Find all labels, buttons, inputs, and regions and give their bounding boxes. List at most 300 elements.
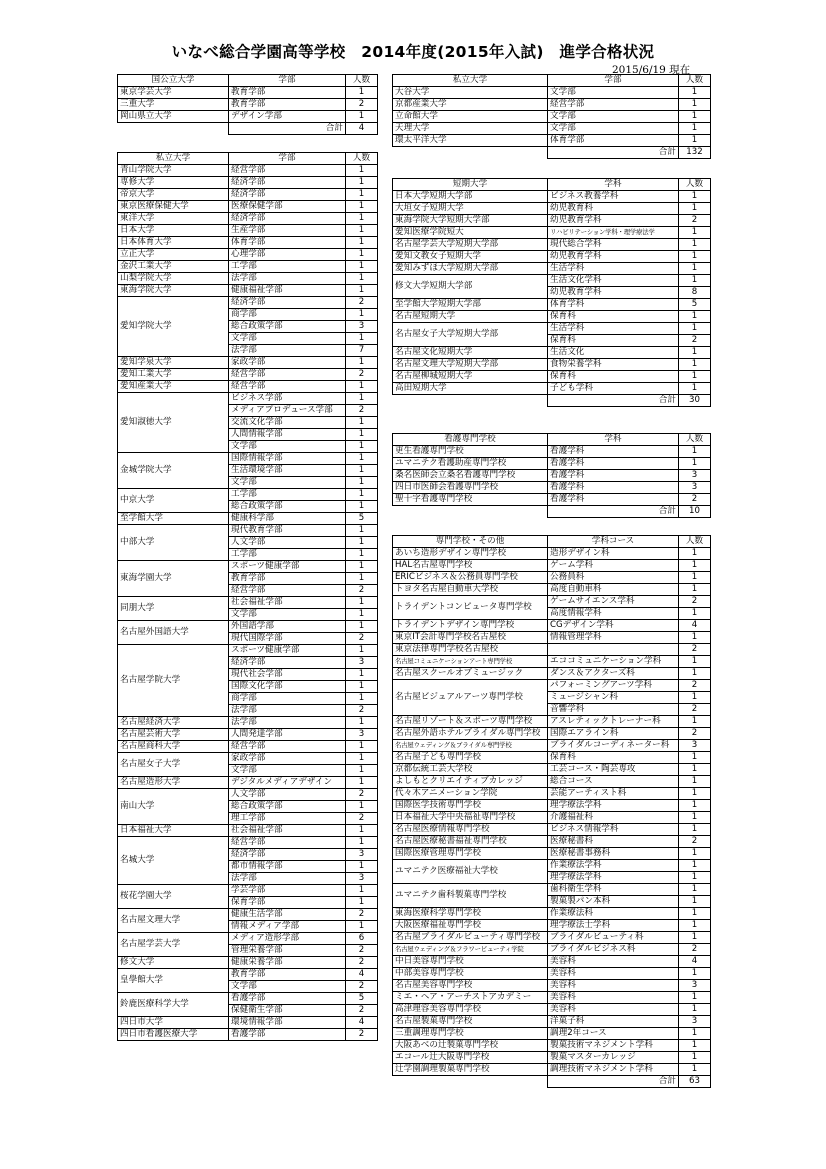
count-cell: 5 xyxy=(679,299,711,311)
department-name: 国際情報学部 xyxy=(229,453,346,465)
count-cell: 1 xyxy=(679,752,711,764)
table-row xyxy=(393,347,711,359)
school-name: 名古屋商科大学 xyxy=(118,741,229,753)
count-cell: 1 xyxy=(346,261,378,273)
department-name: ゲーム学科 xyxy=(548,560,679,572)
count-cell: 1 xyxy=(679,347,711,359)
department-name: 理学療法学科 xyxy=(548,872,679,884)
department-name: 法学部 xyxy=(229,273,346,285)
table-row xyxy=(118,489,378,501)
school-name: ユマニテク歯科製菓専門学校 xyxy=(393,884,548,908)
table-row xyxy=(118,99,378,111)
table-row xyxy=(393,251,711,263)
department-name: 生産学部 xyxy=(229,225,346,237)
department-name: 教育学部 xyxy=(229,573,346,585)
school-name: 愛知みずほ大学短期大学部 xyxy=(393,263,548,275)
count-cell: 3 xyxy=(679,482,711,494)
private-univ-table xyxy=(117,152,378,1041)
school-name: 国際医学技術専門学校 xyxy=(393,800,548,812)
table-row xyxy=(118,213,378,225)
table-row xyxy=(118,741,378,753)
department-name: 工芸コース・陶芸専攻 xyxy=(548,764,679,776)
department-name: 看護学部 xyxy=(229,993,346,1005)
count-cell: 1 xyxy=(346,885,378,897)
count-cell: 1 xyxy=(679,1028,711,1040)
table-row xyxy=(118,825,378,837)
table-row xyxy=(393,644,711,656)
department-name: 経済学部 xyxy=(229,849,346,861)
count-cell: 1 xyxy=(346,237,378,249)
department-name: 商学部 xyxy=(229,309,346,321)
school-name: 至学館大学 xyxy=(118,513,229,525)
count-cell: 1 xyxy=(346,693,378,705)
count-cell: 1 xyxy=(346,525,378,537)
count-cell: 1 xyxy=(679,848,711,860)
school-name: 中部美容専門学校 xyxy=(393,968,548,980)
school-name: 名古屋学芸大学短期大学部 xyxy=(393,239,548,251)
department-name: 健康科学部 xyxy=(229,513,346,525)
department-name: メディア造形学部 xyxy=(229,933,346,945)
school-name: 東海学院大学 xyxy=(118,285,229,297)
header-row xyxy=(393,434,711,446)
school-name: 京都産業大学 xyxy=(393,99,548,111)
count-cell: 1 xyxy=(679,560,711,572)
table-row xyxy=(118,1017,378,1029)
department-name: 介護福祉科 xyxy=(548,812,679,824)
table-row xyxy=(393,482,711,494)
department-name: 製菓技術マネジメント学科 xyxy=(548,1040,679,1052)
count-cell: 4 xyxy=(679,620,711,632)
table-row xyxy=(118,381,378,393)
total-value: 30 xyxy=(679,395,711,407)
count-cell: 1 xyxy=(679,884,711,896)
table-row xyxy=(393,383,711,395)
school-name: 愛知学泉大学 xyxy=(118,357,229,369)
school-name: 三重調理専門学校 xyxy=(393,1028,548,1040)
table-row xyxy=(393,812,711,824)
count-cell: 1 xyxy=(679,359,711,371)
table-row xyxy=(393,239,711,251)
count-cell: 2 xyxy=(679,335,711,347)
column-header: 学部 xyxy=(229,75,346,87)
count-cell: 1 xyxy=(346,717,378,729)
total-label: 合計 xyxy=(548,506,679,518)
count-cell: 1 xyxy=(679,1064,711,1076)
school-name: 日本福祉大学中央福祉専門学校 xyxy=(393,812,548,824)
department-name: 国際文化学部 xyxy=(229,681,346,693)
department-name: 文学部 xyxy=(548,123,679,135)
department-name: 教育学部 xyxy=(229,99,346,111)
school-name: あいち造形デザイン専門学校 xyxy=(393,548,548,560)
count-cell: 1 xyxy=(679,323,711,335)
school-name: 東京学芸大学 xyxy=(118,87,229,99)
department-name: 生活学科 xyxy=(548,263,679,275)
count-cell: 1 xyxy=(679,123,711,135)
department-name: 管理栄養学部 xyxy=(229,945,346,957)
column-header: 人数 xyxy=(679,179,711,191)
column-header: 学科コース xyxy=(548,536,679,548)
table-row xyxy=(118,297,378,309)
department-name: 洋菓子科 xyxy=(548,1016,679,1028)
department-name: 経営学部 xyxy=(548,99,679,111)
department-name: 看護学科 xyxy=(548,482,679,494)
department-name: 都市情報学部 xyxy=(229,861,346,873)
table-row xyxy=(393,275,711,287)
department-name: ビジネス学部 xyxy=(229,393,346,405)
count-cell: 1 xyxy=(346,801,378,813)
table-row xyxy=(393,956,711,968)
department-name: 経済学部 xyxy=(229,657,346,669)
count-cell: 1 xyxy=(679,800,711,812)
count-cell: 1 xyxy=(346,837,378,849)
department-name: ミュージシャン科 xyxy=(548,692,679,704)
school-name: 名古屋学院大学 xyxy=(118,645,229,717)
column-header: 短期大学 xyxy=(393,179,548,191)
school-name: 桜花学園大学 xyxy=(118,885,229,909)
count-cell: 2 xyxy=(679,944,711,956)
department-name: 総合コース xyxy=(548,776,679,788)
count-cell: 1 xyxy=(679,908,711,920)
department-name: 高度情報学科 xyxy=(548,608,679,620)
count-cell: 1 xyxy=(679,932,711,944)
department-name: スポーツ健康学部 xyxy=(229,561,346,573)
department-name: 文学部 xyxy=(229,609,346,621)
school-name: 天理大学 xyxy=(393,123,548,135)
count-cell: 1 xyxy=(679,111,711,123)
table-row xyxy=(118,645,378,657)
table-row xyxy=(393,728,711,740)
table-row xyxy=(393,111,711,123)
header-row xyxy=(118,153,378,165)
table-row xyxy=(393,788,711,800)
count-cell: 1 xyxy=(346,741,378,753)
department-name: 看護学科 xyxy=(548,458,679,470)
department-name: 保育科 xyxy=(548,335,679,347)
department-name: 健康栄養学部 xyxy=(229,957,346,969)
department-name: 経営学部 xyxy=(229,369,346,381)
total-value: 63 xyxy=(679,1076,711,1088)
count-cell: 1 xyxy=(346,645,378,657)
table-row xyxy=(118,177,378,189)
school-name: 名古屋文化短期大学 xyxy=(393,347,548,359)
school-name: 高田短期大学 xyxy=(393,383,548,395)
count-cell: 1 xyxy=(346,111,378,123)
school-name: 東海医療科学専門学校 xyxy=(393,908,548,920)
department-name: 美容科 xyxy=(548,1004,679,1016)
table-row xyxy=(393,215,711,227)
school-name: 南山大学 xyxy=(118,789,229,825)
department-name: 経営学部 xyxy=(229,837,346,849)
department-name: 美容科 xyxy=(548,980,679,992)
count-cell: 5 xyxy=(346,993,378,1005)
count-cell: 4 xyxy=(679,956,711,968)
count-cell: 1 xyxy=(346,765,378,777)
table-row xyxy=(118,933,378,945)
school-name: 名古屋柳城短期大学 xyxy=(393,371,548,383)
department-name: 生活文化学科 xyxy=(548,275,679,287)
department-name: 医療秘書事務科 xyxy=(548,848,679,860)
department-name: 社会福祉学部 xyxy=(229,825,346,837)
department-name: CGデザイン学科 xyxy=(548,620,679,632)
count-cell: 1 xyxy=(679,371,711,383)
school-name: 名古屋ウェディング＆フラワービューティ学院 xyxy=(393,944,548,956)
count-cell: 1 xyxy=(346,573,378,585)
school-name: 国際医療管理専門学校 xyxy=(393,848,548,860)
count-cell: 1 xyxy=(679,608,711,620)
school-name: 立命館大学 xyxy=(393,111,548,123)
count-cell: 3 xyxy=(679,470,711,482)
school-name: 四日市大学 xyxy=(118,1017,229,1029)
school-name: 愛知産業大学 xyxy=(118,381,229,393)
school-name: 日本福祉大学 xyxy=(118,825,229,837)
count-cell: 1 xyxy=(346,189,378,201)
department-name: 外国語学部 xyxy=(229,621,346,633)
department-name: スポーツ健康学部 xyxy=(229,645,346,657)
department-name: メディアプロデュース学部 xyxy=(229,405,346,417)
table-row xyxy=(393,203,711,215)
school-name: 更生看護専門学校 xyxy=(393,446,548,458)
school-name: 東海学園大学 xyxy=(118,561,229,597)
count-cell: 1 xyxy=(679,263,711,275)
count-cell: 2 xyxy=(346,981,378,993)
school-name: 愛知学院大学 xyxy=(118,297,229,357)
department-name: 生活学科 xyxy=(548,323,679,335)
table-row xyxy=(118,717,378,729)
count-cell: 1 xyxy=(679,776,711,788)
table-row xyxy=(393,135,711,147)
table-row xyxy=(118,789,378,801)
count-cell: 1 xyxy=(346,453,378,465)
department-name: 作業療法科 xyxy=(548,908,679,920)
department-name: 総合政策学部 xyxy=(229,801,346,813)
school-name: 京都伝統工芸大学校 xyxy=(393,764,548,776)
total-blank xyxy=(393,395,548,407)
total-blank xyxy=(118,123,229,135)
count-cell: 1 xyxy=(346,357,378,369)
department-name: ビジネス情報学科 xyxy=(548,824,679,836)
table-row xyxy=(118,165,378,177)
school-name: 名古屋製菓専門学校 xyxy=(393,1016,548,1028)
school-name: 東京法律専門学校名古屋校 xyxy=(393,644,548,656)
department-name: 保育科 xyxy=(548,371,679,383)
department-name: ビジネス教養学科 xyxy=(548,191,679,203)
department-name: 看護学科 xyxy=(548,494,679,506)
school-name: 大阪あべの辻製菓専門学校 xyxy=(393,1040,548,1052)
school-name: 名古屋医療秘書福祉専門学校 xyxy=(393,836,548,848)
table-row xyxy=(393,932,711,944)
school-name: トヨタ名古屋自動車大学校 xyxy=(393,584,548,596)
department-name: 人文学部 xyxy=(229,537,346,549)
count-cell: 1 xyxy=(679,860,711,872)
school-name: ミエ・ヘア・アーチストアカデミー xyxy=(393,992,548,1004)
count-cell: 1 xyxy=(679,227,711,239)
school-name: 大谷大学 xyxy=(393,87,548,99)
table-row xyxy=(118,969,378,981)
count-cell: 1 xyxy=(346,417,378,429)
count-cell: 1 xyxy=(346,597,378,609)
department-name: リハビリテーション学科・理学療法学 xyxy=(548,227,679,239)
table-row xyxy=(393,800,711,812)
school-name: 中京大学 xyxy=(118,489,229,513)
table-row xyxy=(118,369,378,381)
total-row xyxy=(393,1076,711,1088)
department-name: 幼児教育学科 xyxy=(548,215,679,227)
total-blank xyxy=(393,1076,548,1088)
count-cell: 1 xyxy=(346,393,378,405)
department-name: 生活環境学部 xyxy=(229,465,346,477)
count-cell: 6 xyxy=(346,933,378,945)
count-cell: 1 xyxy=(346,501,378,513)
table-row xyxy=(118,285,378,297)
school-name: 大阪医療福祉専門学校 xyxy=(393,920,548,932)
department-name: 家政学部 xyxy=(229,357,346,369)
table-row xyxy=(393,920,711,932)
department-name: 調理2年コース xyxy=(548,1028,679,1040)
school-name: 愛知医療学院短大 xyxy=(393,227,548,239)
department-name: 法学部 xyxy=(229,705,346,717)
count-cell: 1 xyxy=(679,87,711,99)
total-row xyxy=(118,123,378,135)
count-cell: 1 xyxy=(679,824,711,836)
department-name: 経済学部 xyxy=(229,189,346,201)
table-row xyxy=(118,453,378,465)
table-row xyxy=(118,561,378,573)
total-value: 4 xyxy=(346,123,378,135)
count-cell: 1 xyxy=(679,383,711,395)
school-name: 立正大学 xyxy=(118,249,229,261)
count-cell: 1 xyxy=(679,458,711,470)
department-name: 子ども学科 xyxy=(548,383,679,395)
department-name: 文学部 xyxy=(548,87,679,99)
table-row xyxy=(393,968,711,980)
header-row xyxy=(393,536,711,548)
department-name: 法学部 xyxy=(229,873,346,885)
department-name: 幼児教育学科 xyxy=(548,287,679,299)
department-name: 理工学部 xyxy=(229,813,346,825)
total-row xyxy=(393,395,711,407)
nursing-body xyxy=(393,434,711,518)
table-row xyxy=(118,909,378,921)
table-row xyxy=(393,584,711,596)
count-cell: 5 xyxy=(346,513,378,525)
school-name: 名古屋外国語大学 xyxy=(118,621,229,645)
school-name: 同朋大学 xyxy=(118,597,229,621)
department-name: 環境情報学部 xyxy=(229,1017,346,1029)
count-cell: 1 xyxy=(346,681,378,693)
nursing-table xyxy=(392,433,711,518)
count-cell: 2 xyxy=(346,369,378,381)
school-name: 中部大学 xyxy=(118,525,229,561)
table-row xyxy=(393,191,711,203)
column-header: 学部 xyxy=(548,75,679,87)
department-name: 文学部 xyxy=(229,441,346,453)
school-name: 四日市医師会看護専門学校 xyxy=(393,482,548,494)
department-name: 医療秘書科 xyxy=(548,836,679,848)
department-name: 美容科 xyxy=(548,956,679,968)
school-name: 金沢工業大学 xyxy=(118,261,229,273)
department-name: 幼児教育学科 xyxy=(548,251,679,263)
junior-college-body xyxy=(393,179,711,407)
header-row xyxy=(118,75,378,87)
count-cell: 2 xyxy=(346,813,378,825)
count-cell: 1 xyxy=(679,764,711,776)
table-row xyxy=(118,753,378,765)
count-cell: 2 xyxy=(346,405,378,417)
private-univ2-table xyxy=(392,74,711,159)
school-name: 名古屋女子大学短期大学部 xyxy=(393,323,548,347)
department-name: 歯科衛生学科 xyxy=(548,884,679,896)
table-row xyxy=(393,227,711,239)
count-cell: 7 xyxy=(346,345,378,357)
department-name xyxy=(548,644,679,656)
school-name: 東洋大学 xyxy=(118,213,229,225)
table-row xyxy=(393,371,711,383)
count-cell: 3 xyxy=(346,729,378,741)
table-row xyxy=(393,752,711,764)
junior-college-table xyxy=(392,178,711,407)
school-name: 名古屋女子大学 xyxy=(118,753,229,777)
table-row xyxy=(393,548,711,560)
total-label: 合計 xyxy=(229,123,346,135)
table-row xyxy=(118,189,378,201)
table-row xyxy=(393,323,711,335)
department-name: 文学部 xyxy=(548,111,679,123)
table-row xyxy=(393,446,711,458)
table-row xyxy=(393,848,711,860)
table-row xyxy=(393,458,711,470)
department-name: 学芸学部 xyxy=(229,885,346,897)
count-cell: 3 xyxy=(679,1016,711,1028)
count-cell: 1 xyxy=(346,285,378,297)
school-name: 金城学院大学 xyxy=(118,453,229,489)
department-name: 文学部 xyxy=(229,765,346,777)
total-label: 合計 xyxy=(548,1076,679,1088)
table-row xyxy=(393,620,711,632)
count-cell: 1 xyxy=(679,788,711,800)
table-row xyxy=(118,201,378,213)
department-name: 高度自動車科 xyxy=(548,584,679,596)
school-name: 名古屋文理大学短期大学部 xyxy=(393,359,548,371)
table-row xyxy=(393,99,711,111)
table-row xyxy=(393,1052,711,1064)
department-name: 美容科 xyxy=(548,992,679,1004)
table-row xyxy=(118,357,378,369)
department-name: 人文学部 xyxy=(229,789,346,801)
school-name: 四日市看護医療大学 xyxy=(118,1029,229,1041)
count-cell: 1 xyxy=(679,668,711,680)
private-univ-body xyxy=(118,153,378,1041)
department-name: 総合政策学部 xyxy=(229,321,346,333)
table-row xyxy=(393,1040,711,1052)
department-name: 健康福祉学部 xyxy=(229,285,346,297)
total-row xyxy=(393,147,711,159)
header-row xyxy=(393,75,711,87)
department-name: ブライダルコーディネーター科 xyxy=(548,740,679,752)
department-name: 家政学部 xyxy=(229,753,346,765)
department-name: 工学部 xyxy=(229,261,346,273)
column-header: 人数 xyxy=(679,434,711,446)
department-name: パフォーミングアーツ学科 xyxy=(548,680,679,692)
department-name: 体育学部 xyxy=(229,237,346,249)
vocational-body xyxy=(393,536,711,1088)
private-univ2-body xyxy=(393,75,711,159)
count-cell: 1 xyxy=(679,1004,711,1016)
department-name: 医療保健学部 xyxy=(229,201,346,213)
count-cell: 1 xyxy=(346,333,378,345)
department-name: 文学部 xyxy=(229,981,346,993)
school-name: 日本大学 xyxy=(118,225,229,237)
table-row xyxy=(393,632,711,644)
